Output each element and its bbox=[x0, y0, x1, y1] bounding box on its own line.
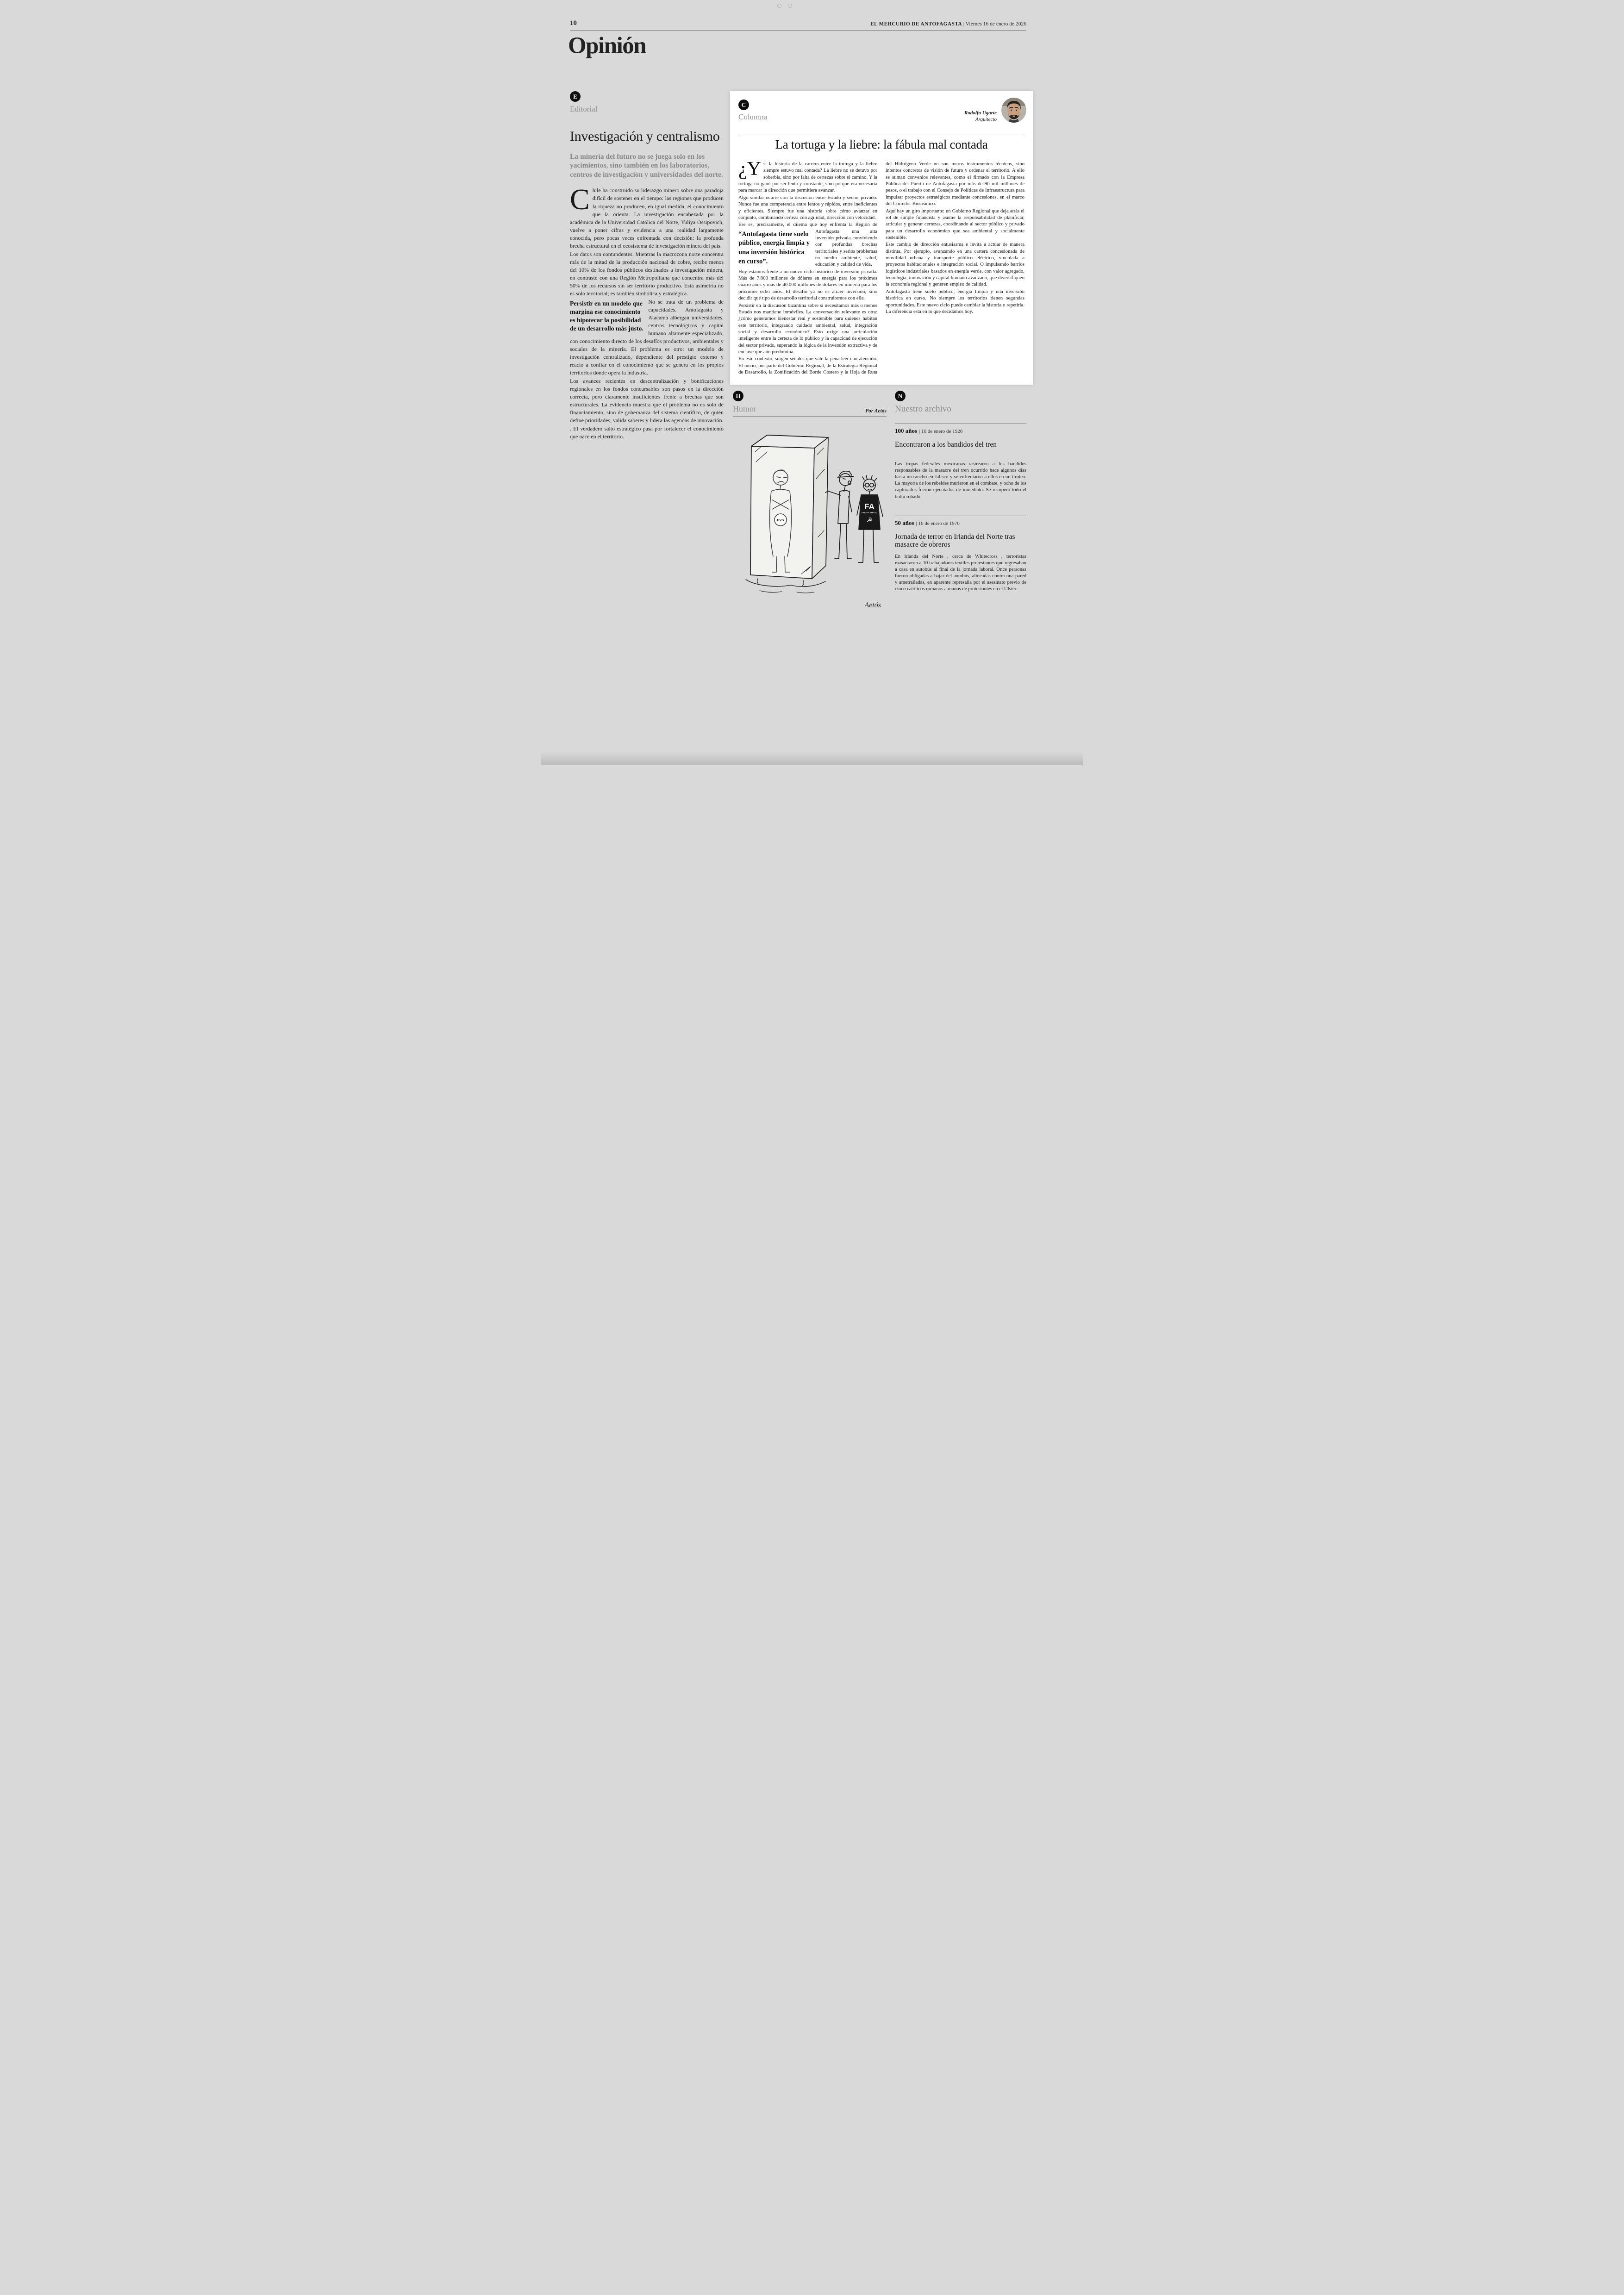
archive-item bbox=[895, 516, 1026, 592]
column-title: La tortuga y la liebre: la fábula mal contada bbox=[775, 137, 988, 151]
editorial-title: Investigación y centralismo bbox=[570, 129, 720, 144]
archive-item-dateline bbox=[895, 519, 1026, 527]
archive-headline: Jornada de terror en Irlanda del Norte tras masacre de obreros bbox=[895, 532, 1015, 549]
viewer-control-icon[interactable] bbox=[777, 4, 781, 8]
column-kicker: Columna bbox=[738, 112, 768, 121]
cartoon-shirt-label: FA bbox=[864, 502, 874, 511]
author-role: Arquitecto bbox=[975, 117, 997, 123]
section-title: Opinión bbox=[568, 33, 646, 59]
humor-kicker: Humor bbox=[733, 404, 756, 413]
editorial-paragraph: Los datos son contundentes. Mientras la macrozona norte concentra más de la mitad de la producción nacional de cobre, recibe menos del 10% de los fondos públicos destinados a investigación minera, en contraste con una Región Metropolitana que concentra más del 50% de los recursos sin ser territorio productivo. Esta asimetría no es solo territorial; es también simbólica y estratégica. bbox=[570, 250, 724, 297]
editorial-paragraph: Los avances recientes en descentralización y bonificaciones regionales en los fondos concursables son pasos en la dirección correcta, pero claramente insuficientes frente a brechas que son estructurales. La evidencia muestra que el problema no es solo de financiamiento, sino de gobernanza del sistema científico, de quién define prioridades, valida saberes y lidera las agendas de innovación. bbox=[570, 378, 724, 424]
editorial-kicker: Editorial bbox=[570, 105, 598, 113]
archive-years: 100 años bbox=[895, 427, 918, 434]
column-letter: C bbox=[741, 101, 746, 108]
cartoonist-signature: Aetós bbox=[864, 601, 881, 609]
column-paragraph: Persistir en la discusión bizantina sobre si necesitamos más o menos Estado nos mantiene inmóviles. La conversación relevante es otra: ¿cómo generamos bienestar real y sostenible para quienes habitan este territorio, integrando cuidado ambiental, salud, integración social y desarrollo económico? Esto exige una articulación inteligente entre la certeza de lo público y la capacidad de ejecución del sector privado, superando la lógica de la inversión extractiva y de enclave que aún predomina. bbox=[738, 302, 877, 355]
editorial-section bbox=[570, 91, 724, 441]
column-body bbox=[738, 161, 1024, 378]
column-paragraph: Aquí hay un giro importante: un Gobierno Regional que deja atrás el rol de simple financista y asume la responsabilidad de planificar, articular y generar certezas, coordinando al sector público y privado para un desarrollo económico que sea ambiental y socialmente sostenible. bbox=[886, 208, 1024, 240]
newspaper-page bbox=[541, 0, 1083, 765]
masthead-date: | Viernes 16 de enero de 2026 bbox=[963, 21, 1026, 27]
column-paragraph: Hoy estamos frente a un nuevo ciclo histórico de inversión privada. Más de 7.800 millones de dólares en energía para los próximos cuatro años y más de 40.000 millones de dólares en minería para los próximos ocho años. El desafío ya no es atraer inversión, sino decidir qué tipo de desarrollo territorial construiremos con ella. bbox=[738, 268, 877, 301]
humor-letter: H bbox=[736, 392, 741, 399]
archive-body: En Irlanda del Norte , cerca de Whitecross , terroristas masacraron a 10 trabajadores textiles protestantes que regresaban a casa en autobús al final de la jornada laboral. Once personas fueron obligadas a bajar del autobús, alineadas contra una pared y ametralladas, en aparente represalia por el asesinato previo de cinco católicos romanos a manos de protestantes en el Ulster. bbox=[895, 554, 1026, 592]
column-dropcap: ¿Y bbox=[738, 161, 761, 180]
author-block bbox=[964, 110, 997, 123]
editorial-paragraph: Chile ha construido su liderazgo minero sobre una paradoja difícil de sostener en el tiempo: las regiones que producen la riqueza no producen, en igual medida, el conocimiento que la orienta. La investigación encabezada por la académica de la Universidad Católica del Norte, Yuliya Ossipovich, vuelve a poner cifras y evidencia a una realidad largamente conocida, pero pocas veces enfrentada con decisión: la profunda brecha estructural en el ecosistema de investigación minera del país. bbox=[570, 183, 724, 249]
archive-item bbox=[895, 424, 1026, 500]
archive-letter-badge bbox=[895, 391, 906, 401]
column-paragraph: Ese es, precisamente, el dilema que hoy enfrenta la Región de “Antofagasta tiene suelo público, energía limpia y una inversión histórica en curso”. Antofagasta: una alta inversión privada conviviendo con profundas brechas territoriales y serios problemas en medio ambiente, salud, educación y calidad de vida. bbox=[738, 222, 877, 268]
humor-section bbox=[733, 391, 887, 620]
column-title-wrap bbox=[738, 134, 1024, 152]
column-section bbox=[730, 91, 1033, 385]
archive-headline: Encontraron a los bandidos del tren bbox=[895, 441, 997, 449]
editorial-paragraph: Persistir en un modelo que margina ese conocimiento es hipotecar la posibilidad de un desarrollo más justo. No se trata de un problema de capacidades. Antofagasta y Atacama albergan universidades, centros tecnológicos y capital humano altamente especializado, con conocimiento directo de los desafíos productivos, ambientales y sociales de la minería. El problema es otro: un modelo de investigación centralizado, dependiente del prestigio externo y reacio a confiar en el conocimiento que se genera en los propios territorios donde opera la industria. bbox=[570, 298, 724, 376]
masthead-name: EL MERCURIO DE ANTOFAGASTA bbox=[870, 21, 962, 27]
humor-byline: Por Aetós bbox=[865, 408, 887, 414]
editorial-body bbox=[570, 183, 724, 441]
author-avatar bbox=[1001, 98, 1026, 123]
editorial-paragraph: . El verdadero salto estratégico pasa por fortalecer el conocimiento que nace en el territorio. bbox=[570, 425, 724, 440]
archive-date: | 16 de enero de 1976 bbox=[916, 520, 960, 526]
cartoon-shirt-sub-label: FRENTE AMPLIO bbox=[862, 511, 877, 514]
editorial-letter-badge bbox=[570, 91, 581, 102]
cartoon-badge-label: PVS bbox=[777, 518, 784, 522]
page-bottom-shade bbox=[541, 751, 1083, 765]
humor-header bbox=[733, 404, 887, 417]
column-paragraph: Antofagasta tiene suelo público, energía limpia y una inversión histórica en curso. No siempre los territorios tienen segundas oportunidades. Este nuevo ciclo puede cambiar la historia o repetirla. La diferencia está en lo que decidamos hoy. bbox=[886, 288, 1024, 314]
archive-kicker: Nuestro archivo bbox=[895, 404, 951, 414]
archive-section bbox=[895, 391, 1026, 592]
editorial-pull-quote: Persistir en un modelo que margina ese conocimiento es hipotecar la posibilidad de un desarrollo más justo. bbox=[570, 299, 643, 332]
editorial-lead: La minería del futuro no se juega solo en los yacimientos, sino también en los laboratorios, centros de investigación y universidades del norte. bbox=[570, 152, 723, 179]
humor-letter-badge bbox=[733, 391, 743, 401]
column-letter-badge bbox=[738, 100, 749, 110]
archive-body: Las tropas federales mexicanas rastrearon a los bandidos responsables de la masacre del tren ocurrido hace algunos días hasta un rancho en Jalisco y se enfrentaron a ellos en un tiroteo. La mayoría de los rebeldes murieron en el combate, y ocho de los capturados fueron ejecutados de inmediato. Se recuperó todo el botín robado. bbox=[895, 461, 1026, 499]
column-paragraph: ¿Y si la historia de la carrera entre la tortuga y la liebre siempre estuvo mal contada? La liebre no se detuvo por soberbia, sino por falta de certezas sobre el camino. Y la tortuga no ganó por ser lenta y constante, sino porque era necesaria para marcar la dirección que permitiera avanzar. bbox=[738, 161, 877, 193]
archive-letter: N bbox=[898, 392, 903, 399]
viewer-control-icon[interactable] bbox=[788, 4, 792, 8]
column-paragraph: En este contexto, surgen señales que vale la pena leer con atención. El inicio, por parte del Gobierno Regional, de la Estrategia Regional de Desarrollo, la Zonificación del Borde Costero y la Hoja de Ruta del Hidrógeno Verde no son meros instrumentos técnicos, sino intentos concretos de visión de futuro y ordenar el territorio. A ello se suman convenios relevantes, como el firmado con la Empresa Pública del Puerto de Antofagasta por más de 90 mil millones de pesos, o el trabajo con el Consejo de Políticas de Infraestructura para impulsar proyectos estratégicos mediante concesiones, en el marco del Corredor Bioceánico. bbox=[738, 161, 1024, 375]
humor-cartoon bbox=[733, 421, 887, 620]
page-number: 10 bbox=[570, 19, 577, 27]
archive-years: 50 años bbox=[895, 519, 914, 526]
column-paragraph: Este cambio de dirección entusiasma e invita a actuar de manera distinta. Por ejemplo, avanzando en una cartera concesionada de movilidad urbana y transporte público eléctrico, vinculada a proyectos habitacionales e integración social. O impulsando barrios logísticos industriales basados en energía verde, con valor agregado, tecnología, innovación y capital humano avanzado, que diversifiquen la economía regional y generen empleo de calidad. bbox=[886, 242, 1024, 287]
author-name: Rodolfo Ugarte bbox=[964, 110, 997, 116]
editorial-dropcap: C bbox=[570, 183, 590, 216]
hammer-sickle-icon: ☭ bbox=[866, 516, 873, 524]
editorial-letter: E bbox=[573, 93, 577, 100]
masthead bbox=[870, 21, 1026, 27]
archive-item-dateline bbox=[895, 427, 1026, 435]
archive-date: | 16 de enero de 1926 bbox=[919, 429, 963, 434]
viewer-controls bbox=[775, 2, 794, 10]
column-pull-quote: “Antofagasta tiene suelo público, energía limpia y una inversión histórica en curso”. bbox=[738, 230, 810, 265]
column-paragraph: Algo similar ocurre con la discusión entre Estado y sector privado. Nunca fue una competencia entre lentos y rápidos, entre ineficientes y eficientes. Siempre fue una historia sobre cómo avanzar en conjunto, combinando certeza con agilidad, dirección con velocidad. bbox=[738, 194, 877, 220]
